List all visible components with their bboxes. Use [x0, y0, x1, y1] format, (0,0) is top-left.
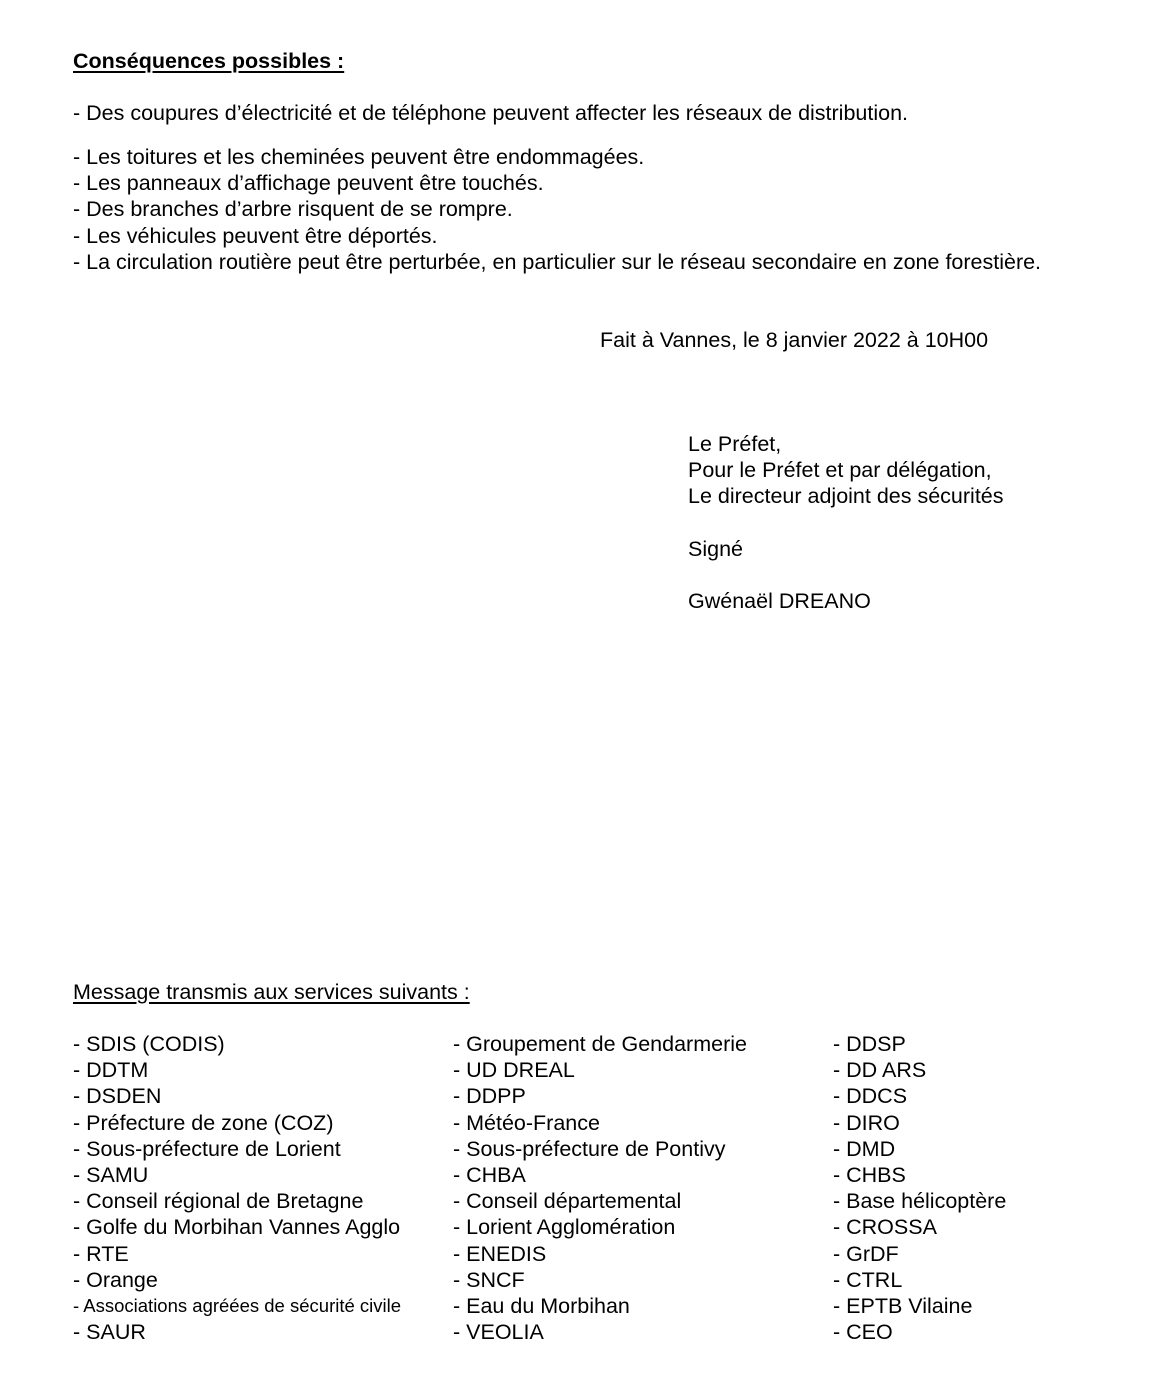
distribution-item: - Base hélicoptère [833, 1189, 1007, 1214]
distribution-item: - CEO [833, 1320, 893, 1345]
distribution-item: - SAUR [73, 1320, 146, 1345]
distribution-item: - Lorient Agglomération [453, 1215, 676, 1240]
signature-line: Le directeur adjoint des sécurités [688, 484, 1004, 509]
distribution-item: - VEOLIA [453, 1320, 544, 1345]
distribution-item: - Conseil départemental [453, 1189, 682, 1214]
consequence-item: - Les panneaux d’affichage peuvent être touchés. [73, 171, 544, 196]
consequence-list [73, 144, 1066, 275]
distribution-column-3 [833, 1031, 1006, 1345]
distribution-item: - Météo-France [453, 1110, 600, 1135]
distribution-item: - CHBS [833, 1162, 906, 1187]
distribution-item: - Préfecture de zone (COZ) [73, 1110, 334, 1135]
distribution-item: - Sous-préfecture de Lorient [73, 1136, 341, 1161]
consequence-item: - Les véhicules peuvent être déportés. [73, 223, 438, 248]
distribution-item: - CROSSA [833, 1215, 937, 1240]
distribution-item: - SNCF [453, 1267, 525, 1292]
distribution-item: - GrDF [833, 1241, 899, 1266]
distribution-item: - Conseil régional de Bretagne [73, 1189, 364, 1214]
distribution-item: - Groupement de Gendarmerie [453, 1032, 747, 1056]
distribution-item: - Eau du Morbihan [453, 1293, 630, 1318]
distribution-heading: Message transmis aux services suivants : [73, 980, 470, 1004]
signature-signed: Signé [688, 536, 743, 561]
distribution-column-1 [73, 1031, 401, 1345]
signature-block [688, 431, 1004, 614]
distribution-item: - Golfe du Morbihan Vannes Agglo [73, 1215, 401, 1240]
signatory-name: Gwénaël DREANO [688, 589, 871, 614]
distribution-item: - DDCS [833, 1084, 908, 1109]
distribution-column-2 [453, 1031, 747, 1345]
distribution-item: - CTRL [833, 1267, 903, 1292]
distribution-item: - SDIS (CODIS) [73, 1032, 225, 1056]
section-heading: Conséquences possibles : [73, 49, 345, 73]
distribution-item: - Orange [73, 1267, 158, 1292]
distribution-item: - DDPP [453, 1084, 526, 1109]
distribution-item: - DIRO [833, 1110, 900, 1135]
distribution-item: - Associations agréées de sécurité civile [73, 1294, 402, 1316]
distribution-item: - DMD [833, 1136, 896, 1161]
distribution-item: - DDSP [833, 1032, 906, 1056]
distribution-item: - CHBA [453, 1162, 526, 1187]
distribution-item: - SAMU [73, 1162, 149, 1187]
signature-line: Le Préfet, [688, 432, 782, 456]
distribution-item: - DSDEN [73, 1084, 162, 1109]
distribution-item: - DD ARS [833, 1058, 927, 1083]
consequence-item: - Des branches d’arbre risquent de se rompre. [73, 197, 513, 222]
distribution-item: - DDTM [73, 1058, 149, 1083]
consequence-item: - Les toitures et les cheminées peuvent être endommagées. [73, 145, 645, 169]
consequence-paragraph: - Des coupures d’électricité et de téléphone peuvent affecter les réseaux de distribution. [73, 101, 909, 125]
distribution-item: - UD DREAL [453, 1058, 575, 1083]
distribution-item: - RTE [73, 1241, 129, 1266]
distribution-item: - EPTB Vilaine [833, 1293, 973, 1318]
signature-line: Pour le Préfet et par délégation, [688, 458, 992, 483]
distribution-item: - Sous-préfecture de Pontivy [453, 1136, 726, 1161]
consequence-item: - La circulation routière peut être perturbée, en particulier sur le réseau secondaire en zone forestière. [73, 249, 1042, 274]
place-date: Fait à Vannes, le 8 janvier 2022 à 10H00 [600, 328, 989, 352]
distribution-item: - ENEDIS [453, 1241, 547, 1266]
